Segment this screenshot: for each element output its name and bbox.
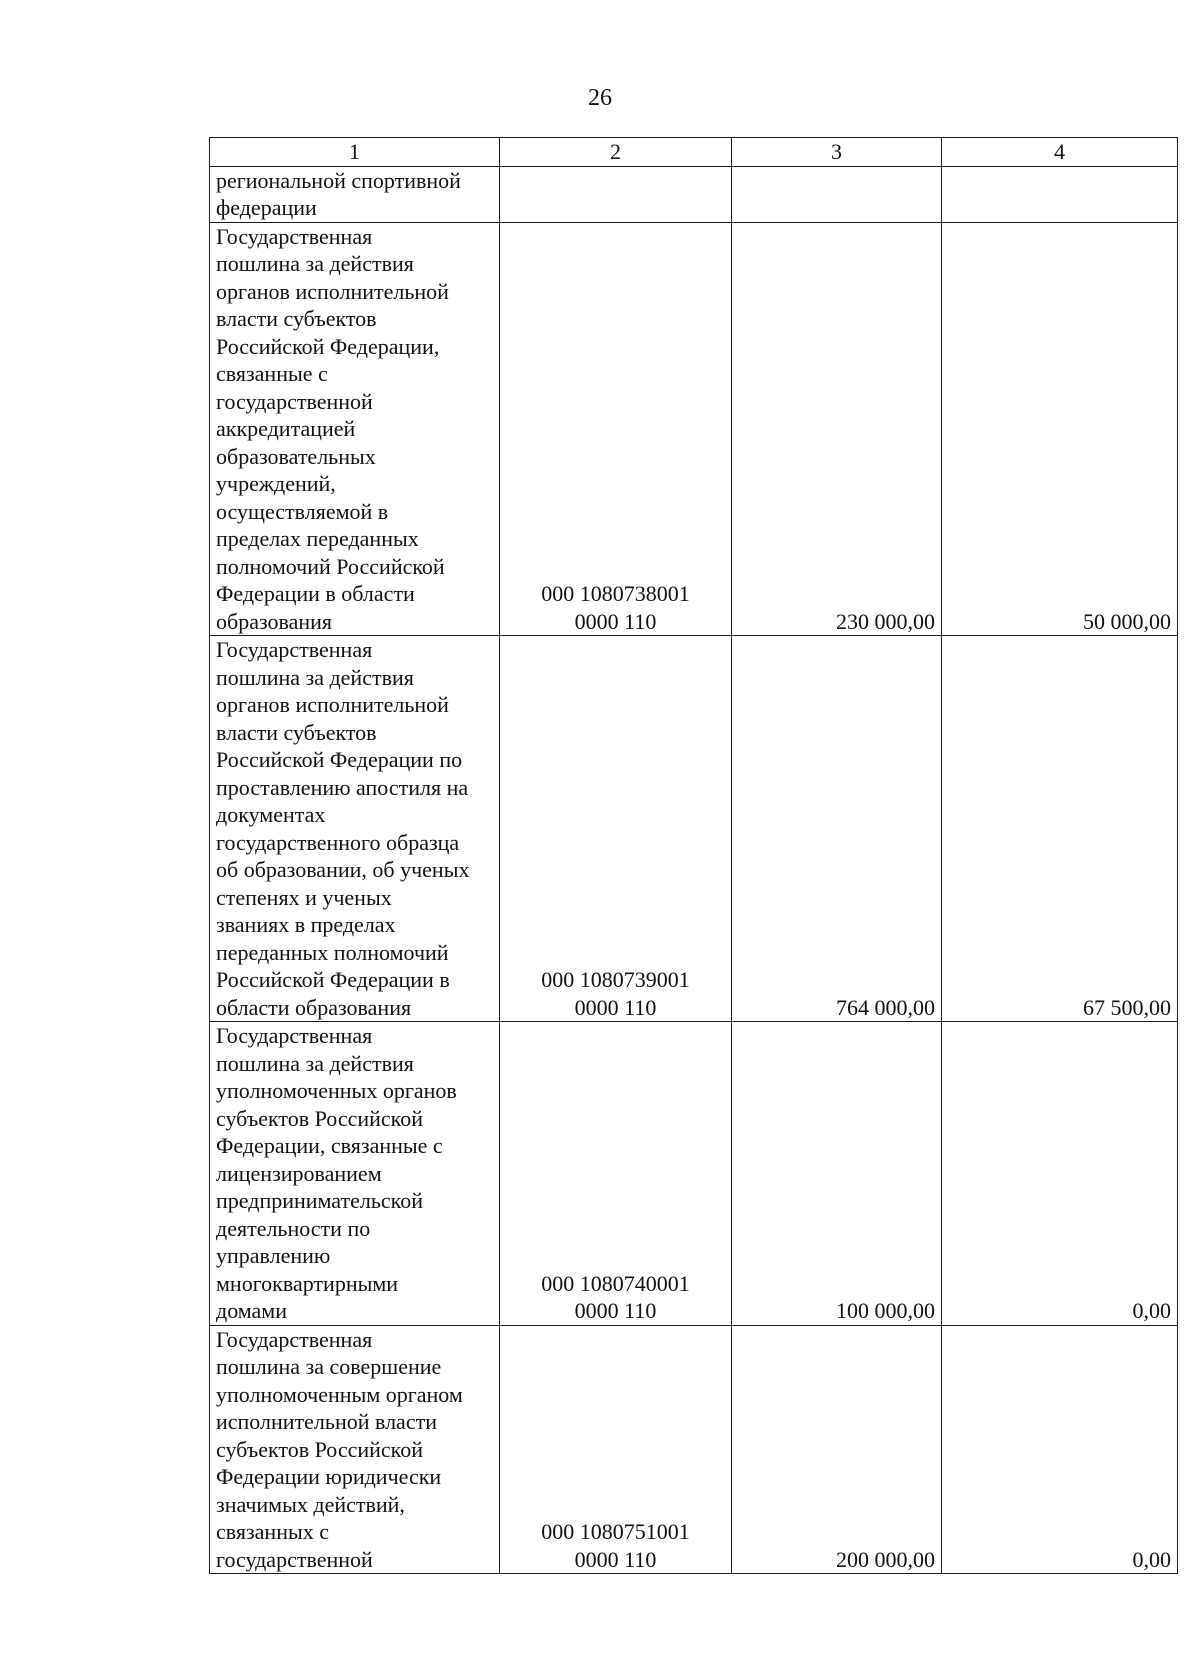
header-row (210, 138, 1178, 167)
revenue-table (209, 137, 1178, 1574)
table-row (210, 222, 1178, 636)
row-code: 000 1080751001 0000 110 (500, 1325, 732, 1574)
row-code: 000 1080739001 0000 110 (500, 636, 732, 1022)
row-code (500, 166, 732, 222)
row-value-4: 50 000,00 (942, 222, 1178, 636)
column-header-2: 2 (500, 138, 732, 167)
row-value-4: 0,00 (942, 1022, 1178, 1326)
table-body (210, 166, 1178, 1574)
row-value-4: 67 500,00 (942, 636, 1178, 1022)
row-name: Государственная пошлина за действия уполномоченных органов субъектов Российской Федерации, связанные с лицензированием предпринимательской деятельности по управлению многоквартирными домами (210, 1022, 500, 1326)
table-row (210, 1022, 1178, 1326)
row-value-3 (732, 166, 942, 222)
row-value-4: 0,00 (942, 1325, 1178, 1574)
column-header-3: 3 (732, 138, 942, 167)
table-header (210, 138, 1178, 167)
row-value-3: 200 000,00 (732, 1325, 942, 1574)
row-value-3: 230 000,00 (732, 222, 942, 636)
row-code: 000 1080738001 0000 110 (500, 222, 732, 636)
row-name: Государственная пошлина за действия органов исполнительной власти субъектов Российской Федерации по проставлению апостиля на документах государственного образца об образовании, об ученых степенях и ученых званиях в пределах переданных полномочий Российской Федерации в области образования (210, 636, 500, 1022)
row-value-4 (942, 166, 1178, 222)
row-name: региональной спортивной федерации (210, 166, 500, 222)
table-row (210, 166, 1178, 222)
column-header-1: 1 (210, 138, 500, 167)
row-code: 000 1080740001 0000 110 (500, 1022, 732, 1326)
table-row (210, 1325, 1178, 1574)
row-name: Государственная пошлина за действия органов исполнительной власти субъектов Российской Федерации, связанные с государственной аккредитацией образовательных учреждений, осуществляемой в пределах переданных полномочий Российской Федерации в области образования (210, 222, 500, 636)
table-row (210, 636, 1178, 1022)
row-value-3: 764 000,00 (732, 636, 942, 1022)
row-name: Государственная пошлина за совершение уполномоченным органом исполнительной власти субъектов Российской Федерации юридически значимых действий, связанных с государственной (210, 1325, 500, 1574)
column-header-4: 4 (942, 138, 1178, 167)
page-number: 26 (588, 85, 612, 111)
row-value-3: 100 000,00 (732, 1022, 942, 1326)
